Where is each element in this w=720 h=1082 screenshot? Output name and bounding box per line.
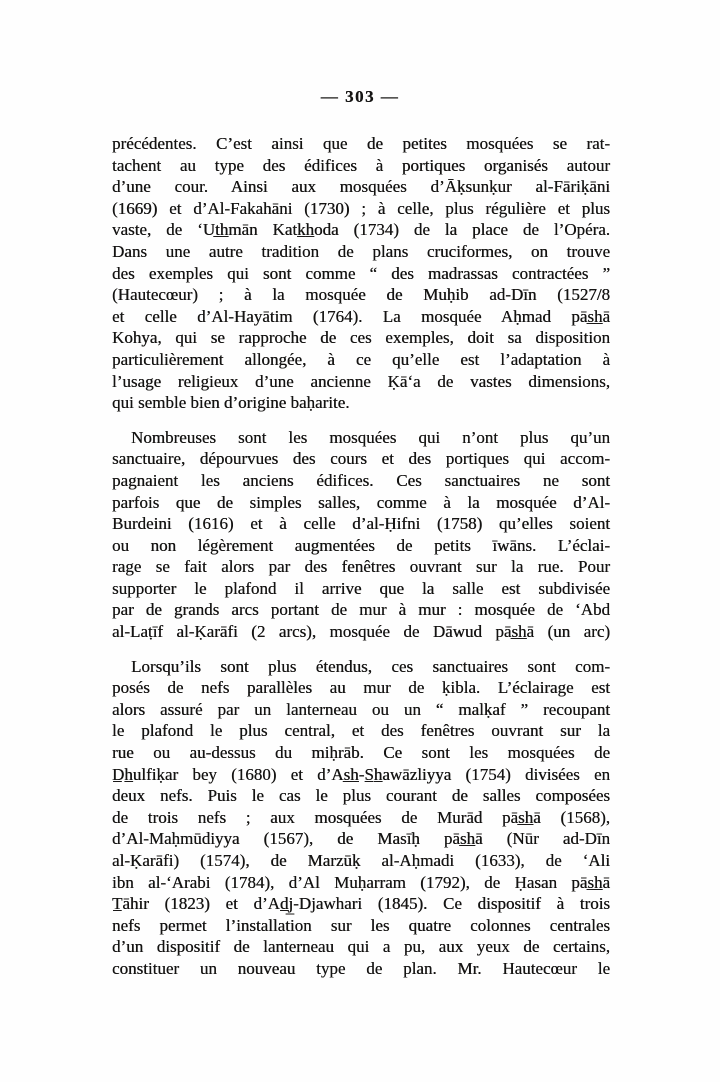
text-line: précédentes. C’est ainsi que de petites mosquées se rat- [112, 134, 610, 153]
text-line: d’un dispositif de lanterneau qui a pu, aux yeux de certains, [112, 937, 610, 957]
text-line: Burdeini (1616) et à celle d’al-Ḥifni (1758) qu’elles soient [112, 514, 610, 534]
text-line: d’une cour. Ainsi aux mosquées d’Āḳsunḳur al-Fāriḳāni [112, 177, 610, 197]
text-line: tachent au type des édifices à portiques organisés autour [112, 155, 610, 175]
text-line: qui semble bien d’origine baḥarite. [112, 393, 350, 413]
text-line: sanctuaire, dépourvues des cours et des portiques qui accom- [112, 449, 610, 469]
text-line: al-Ḳarāfi) (1574), de Marzūḳ al-Aḥmadi (1633), de ‘Ali [112, 851, 610, 870]
text-line: par de grands arcs portant de mur à mur : mosquée de ‘Abd [112, 600, 610, 620]
text-block [112, 133, 610, 980]
text-line: particulièrement allongée, à ce qu’elle est l’adaptation à [112, 349, 610, 369]
text-line: Nombreuses sont les mosquées qui n’ont plus qu’un [131, 427, 610, 447]
text-line: d’Al-Maḥmūdiyya (1567), de Masīḥ pās̲h̲ā (Nūr ad-Dīn [112, 829, 610, 849]
text-line: constituer un nouveau type de plan. Mr. Hautecœur le [112, 958, 610, 978]
text-line: D̲h̲ulfiḳar bey (1680) et d’As̲h̲-S̲h̲awāzliyya (1754) divisées en [112, 764, 610, 784]
text-line: supporter le plafond il arrive que la salle est subdivisée [112, 578, 610, 598]
text-line: de trois nefs ; aux mosquées de Murād pās̲h̲ā (1568), [112, 807, 610, 827]
paragraph [112, 427, 610, 643]
text-line: deux nefs. Puis le cas le plus courant de salles composées [112, 786, 610, 806]
text-line: (1669) et d’Al-Fakahāni (1730) ; à celle, plus régulière et plus [112, 198, 610, 218]
text-line: le plafond le plus central, et des fenêtres ouvrant sur la [112, 721, 610, 741]
text-line: posés de nefs parallèles au mur de ḳibla. L’éclairage est [112, 678, 610, 698]
text-line: ou non légèrement augmentées de petits īwāns. L’éclai- [112, 535, 610, 555]
text-line: l’usage religieux d’une ancienne Ḳā‘a de vastes dimensions, [112, 371, 610, 391]
text-line: et celle d’Al-Hayātim (1764). La mosquée Aḥmad pās̲h̲ā [112, 306, 610, 326]
text-line: al-Laṭīf al-Ḳarāfi (2 arcs), mosquée de Dāwud pās̲h̲ā (un arc) [112, 622, 610, 642]
page-number: — 303 — [320, 87, 400, 106]
text-line: ibn al-‘Arabi (1784), d’Al Muḥarram (1792), de Ḥasan pās̲h̲ā [112, 872, 610, 892]
text-line: (Hautecœur) ; à la mosquée de Muḥib ad-Dīn (1527/8 [112, 285, 610, 305]
text-line: des exemples qui sont comme “ des madrassas contractées ” [112, 263, 610, 283]
paragraph [112, 133, 610, 414]
text-line: rue ou au-dessus du miḥrāb. Ce sont les mosquées de [112, 743, 610, 763]
text-line: nefs permet l’installation sur les quatre colonnes centrales [112, 915, 610, 935]
text-line: T̲āhir (1823) et d’Ad̲j̲-Djawhari (1845). Ce dispositif à trois [112, 894, 610, 914]
paragraph [112, 656, 610, 980]
text-line: Kohya, qui se rapproche de ces exemples, doit sa disposition [112, 328, 610, 348]
text-line: alors assuré par un lanterneau ou un “ malḳaf ” recoupant [112, 699, 610, 719]
text-line: pagnaient les anciens édifices. Ces sanctuaires ne sont [112, 470, 610, 490]
text-line: parfois que de simples salles, comme à la mosquée d’Al- [112, 492, 610, 512]
text-line: vaste, de ‘Ut̲h̲mān Katk̲h̲oda (1734) de la place de l’Opéra. [112, 220, 610, 240]
text-line: Lorsqu’ils sont plus étendus, ces sanctuaires sont com- [131, 656, 610, 676]
text-line: Dans une autre tradition de plans cruciformes, on trouve [112, 241, 610, 261]
text-line: rage se fait alors par des fenêtres ouvrant sur la rue. Pour [112, 557, 610, 577]
